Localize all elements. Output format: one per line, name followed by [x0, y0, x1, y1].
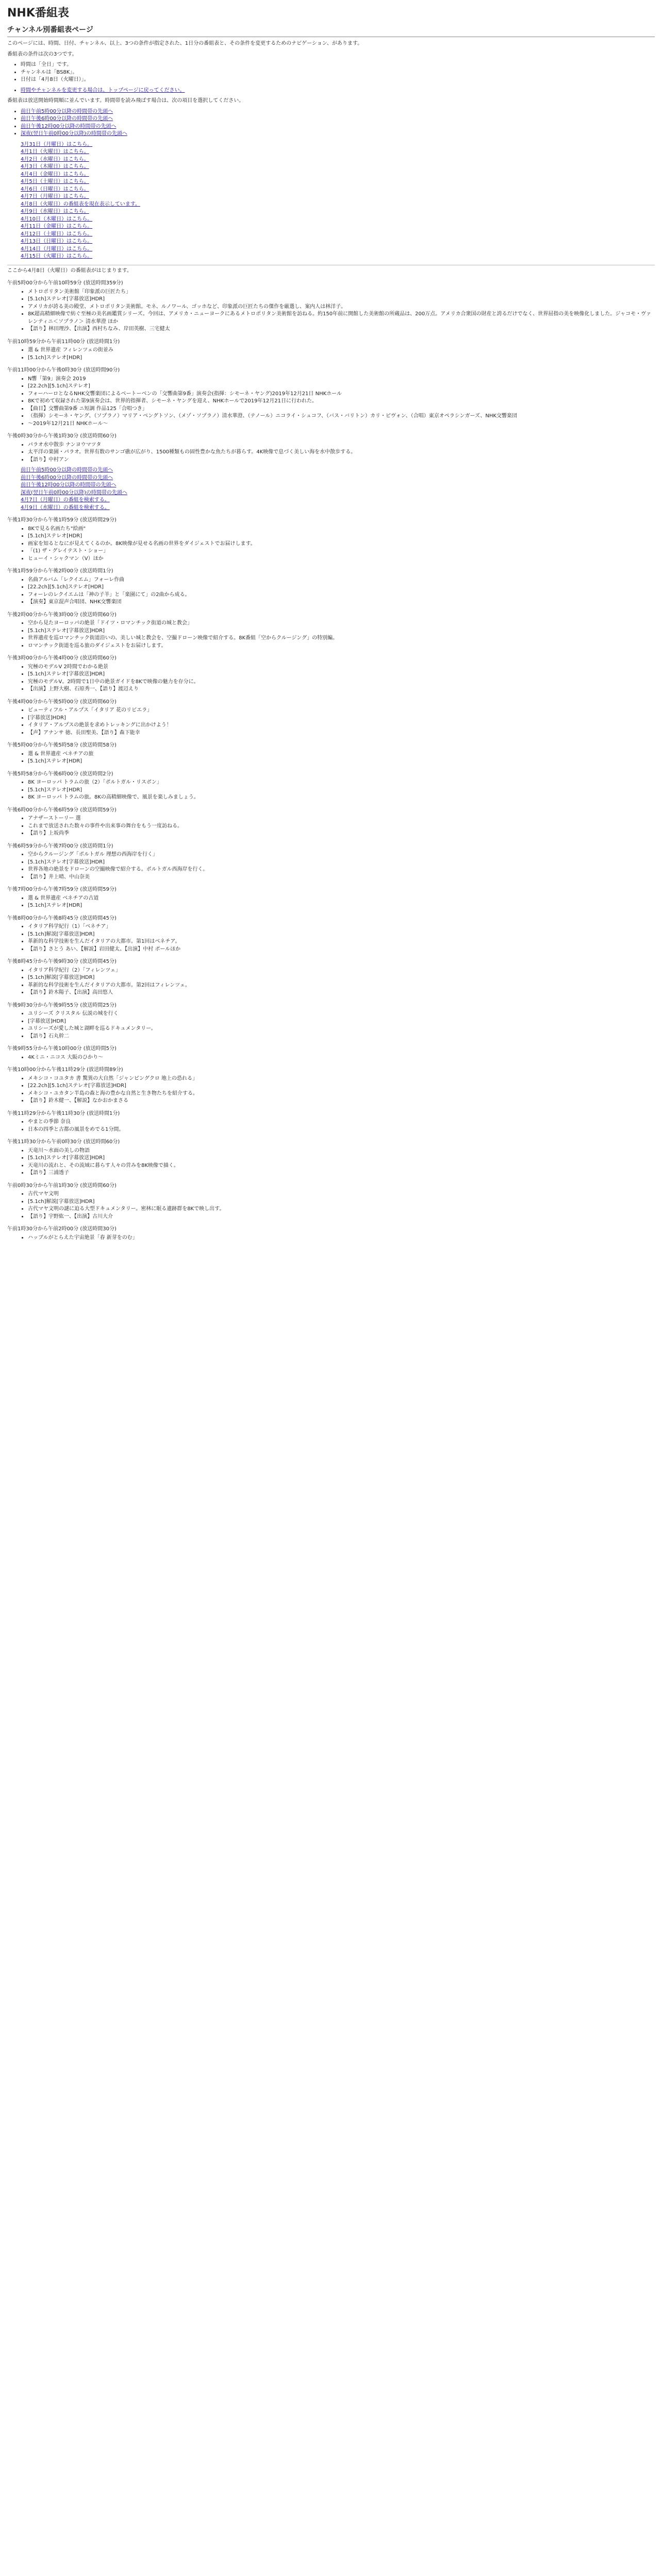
program-title: • ハッブルがとらえた宇宙絶景「春 新芽をのむ」	[28, 1234, 655, 1242]
program-slot	[7, 1226, 655, 1242]
date-nav	[21, 141, 655, 261]
program-detail: • [5.1ch]解説[字幕放送]HDR]	[28, 931, 655, 939]
slot-body	[21, 751, 655, 766]
slot-time: 午後6時59分から午後7時00分 (放送時間1分)	[7, 843, 113, 849]
program-detail: • [字幕放送]HDR]	[28, 715, 655, 722]
page	[0, 0, 662, 1252]
conditions-list	[7, 61, 655, 84]
program-slot	[7, 1139, 655, 1177]
slot-detail-list	[21, 376, 655, 428]
program-slot	[7, 568, 655, 606]
program-detail: • 世界各地の絶景をドローンの空撮映像で紹介する。ポルトガル西海岸を行く。	[28, 866, 655, 874]
slot-detail-list	[21, 1147, 655, 1177]
program-detail: • 【語り】三浦透子	[28, 1170, 655, 1177]
slot-body	[21, 620, 655, 650]
program-title: • 天竜川～水面の美しの物語	[28, 1147, 655, 1155]
date-link[interactable]: 4月4日（金曜日）はこちら。	[21, 171, 89, 177]
slot-detail-list	[21, 1075, 655, 1105]
slot-body	[21, 895, 655, 910]
program-detail: • ロマンチック街道を巡る旅のダイジェストをお届けします。	[28, 642, 655, 650]
page-title: チャンネル別番組表ページ	[7, 25, 655, 37]
program-slot	[7, 843, 655, 882]
program-detail: • [5.1ch]ステレオ[字幕放送]HDR]	[28, 671, 655, 679]
program-detail: • 【出演】上野大樹、石原秀一、【語り】渡辺えり	[28, 686, 655, 693]
slot-detail-list	[21, 289, 655, 333]
program-title: • ユリシーズ クリスタル 伝説の城を行く	[28, 1010, 655, 1018]
program-detail: • [5.1ch]ステレオ[HDR]	[28, 533, 655, 540]
program-detail: • 【語り】石丸幹二	[28, 1033, 655, 1041]
date-link[interactable]: 4月5日（土曜日）はこちら。	[21, 179, 89, 185]
slot-body	[21, 1191, 655, 1221]
time-jump-link[interactable]: 深夜(翌日午前0時00分以降)の時間帯の先頭へ	[21, 131, 127, 137]
slot-detail-list	[21, 620, 655, 650]
slot-detail-list	[21, 967, 655, 997]
time-jump-nav	[7, 108, 655, 138]
mid-nav-link[interactable]: 前日午後12時00分以降の時間帯の先頭へ	[21, 482, 117, 488]
slot-body	[21, 1234, 655, 1242]
slot-detail-list	[21, 1054, 655, 1062]
slot-body	[21, 664, 655, 693]
slot-time: 午後5時58分から午後6時00分 (放送時間2分)	[7, 771, 113, 777]
slot-detail-list	[21, 1010, 655, 1040]
program-detail: • （指揮）シモーネ・ヤング、（ソプラノ）マリア・ベングトソン、（メゾ・ソプラノ）清水華澄、（テノール）ニコライ・シュコフ、（バス・バリトン）カリ・ピヴォン、（合唱）東京オペラシンガーズ、NHK交響楽団	[28, 413, 655, 420]
program-detail: • 古代マヤ文明の謎に迫る大型ドキュメンタリー。密林に眠る遺跡群を8Kで映し出す。	[28, 1206, 655, 1213]
program-slot	[7, 1002, 655, 1041]
slot-time: 午後4時00分から午後5時00分 (放送時間60分)	[7, 699, 117, 705]
condition-item: • 日付は「4月8日（火曜日）」。	[21, 76, 655, 84]
site-title: NHK番組表	[7, 7, 69, 20]
program-detail: • 8K超高精細映像で紡ぐ至極の美名画鑑賞シリーズ。今回は、アメリカ・ニューヨークにあるメトロポリタン美術館を訪ねる。約150年前に開館した美術館の所蔵品は、200万点。アメリカ合衆国の財産と誇るだけでなく、世界屈指の美を映像化しました。ジャコモ・ヴァレンティニ＜ソプラノ＞ 清水華澄 ほか	[28, 311, 655, 326]
slot-body	[21, 376, 655, 428]
program-title: • N響「第9」演奏会 2019	[28, 376, 655, 383]
slot-time: 午後1時59分から午後2時00分 (放送時間1分)	[7, 568, 113, 574]
program-slot	[7, 771, 655, 802]
date-link-current[interactable]: 4月8日（火曜日）の番組表を現在表示しています。	[21, 201, 140, 207]
program-detail: • 【語り】宇野紘一、【出演】古川大介	[28, 1213, 655, 1221]
date-nav-note: 番組表は放送開始時間順に並んでいます。時間帯を読み飛ばす場合は、次の項目を選択してください。	[7, 98, 244, 104]
program-detail: • 革新的な科学技術を生んだイタリアの大都市。第1回はベネチア。	[28, 938, 655, 946]
slot-body	[21, 815, 655, 838]
program-slot	[7, 742, 655, 766]
schedule-list	[7, 280, 655, 1242]
slot-time: 午後0時30分から午後1時30分 (放送時間60分)	[7, 433, 117, 439]
program-title: • 4Kミニ・ニコス 大阪のひかり〜	[28, 1054, 655, 1062]
program-slot	[7, 807, 655, 838]
program-detail: • 【語り】鈴木健一、【解説】なかおかまさる	[28, 1097, 655, 1105]
date-link[interactable]: 3月31日（月曜日）はこちら。	[21, 141, 93, 147]
date-link[interactable]: 4月15日（火曜日）はこちら。	[21, 253, 93, 260]
program-title: • イタリア科学紀行（1）「ベネチア」	[28, 923, 655, 931]
program-detail: • [22.2ch][5.1ch]ステレオ[HDR]	[28, 584, 655, 591]
slot-detail-list	[21, 526, 655, 563]
program-detail: • 日本の四季と古都の風景をめでる1分間。	[28, 1126, 655, 1134]
date-link[interactable]: 4月12日（土曜日）はこちら。	[21, 231, 93, 237]
program-detail: • これまで放送された数々の事件や出来事の舞台をもう一度訪ねる。	[28, 823, 655, 831]
program-title: • 究極のモデルV 2時間でわかる絶景	[28, 664, 655, 671]
program-slot	[7, 367, 655, 428]
slot-detail-list	[21, 707, 655, 737]
date-link[interactable]: 4月11日（金曜日）はこちら。	[21, 224, 93, 230]
slot-time: 午後5時00分から午後5時58分 (放送時間58分)	[7, 742, 117, 749]
program-detail: • 天竜川の流れと、その流域に暮らす人々の営みを8K映像で描く。	[28, 1162, 655, 1170]
slot-detail-list	[21, 1234, 655, 1242]
program-title: • メトロポリタン美術館「印象派の巨匠たち」	[28, 289, 655, 296]
program-title: • メキシコ・コユタカ 書 驚異の大自然「ジャンピングクロ 地上の恐れる」	[28, 1075, 655, 1083]
program-detail: • ユリシーズが愛した城と湖畔を巡るドキュメンタリー。	[28, 1025, 655, 1033]
program-slot	[7, 699, 655, 737]
program-detail: • 究極のモデルV。2時間で1日中の絶景ガイドを8Kで映像の魅力を存分に。	[28, 679, 655, 686]
slot-body	[21, 1075, 655, 1105]
slot-time: 午後7時00分から午後7時59分 (放送時間59分)	[7, 887, 117, 893]
program-detail: • [5.1ch]解説[字幕放送]HDR]	[28, 974, 655, 982]
program-detail: • 「(1) ザ・グレイテスト・ショー」	[28, 548, 655, 555]
date-link[interactable]: 4月3日（木曜日）はこちら。	[21, 164, 89, 170]
slot-detail-list	[21, 577, 655, 606]
program-title: • 古代マヤ文明	[28, 1191, 655, 1198]
condition-item: • チャンネルは「BS8K」。	[21, 69, 655, 77]
mid-nav-link[interactable]: 前日午前5時00分以降の時間帯の先頭へ	[21, 467, 113, 473]
program-slot	[7, 280, 655, 333]
program-title: • 8Kで見る名画たち"絵画"	[28, 526, 655, 533]
slot-detail-list	[21, 664, 655, 693]
program-slot	[7, 1110, 655, 1134]
slot-detail-list	[21, 815, 655, 838]
slot-time: 午前5時00分から午前10時59分 (放送時間359分)	[7, 280, 123, 286]
slot-body	[21, 1118, 655, 1133]
slot-detail-list	[21, 442, 655, 464]
mid-nav-link[interactable]: 前日午後6時00分以降の時間帯の先頭へ	[21, 474, 113, 481]
slot-time: 午後3時00分から午後4時00分 (放送時間60分)	[7, 655, 117, 662]
slot-body	[21, 923, 655, 953]
program-title: • 空から見たヨーロッパの絶景「ドイツ・ロマンチック街道の城と教会」	[28, 620, 655, 628]
program-slot	[7, 886, 655, 910]
time-jump-link[interactable]: 前日午前5時00分以降の時間帯の先頭へ	[21, 108, 113, 114]
slot-time: 午後11時29分から午後11時30分 (放送時間1分)	[7, 1110, 120, 1116]
program-detail: • [5.1ch]解説[字幕放送]HDR]	[28, 1198, 655, 1206]
slot-time: 午後6時00分から午後6時59分 (放送時間59分)	[7, 807, 117, 813]
slot-body	[21, 851, 655, 881]
date-link[interactable]: 4月7日（月曜日）はこちら。	[21, 194, 89, 200]
date-link[interactable]: 4月10日（木曜日）はこちら。	[21, 216, 93, 222]
slot-time: 午前1時30分から午前2時00分 (放送時間30分)	[7, 1226, 117, 1232]
program-detail: • 8Kで初めて収録された第9演奏会は、世界的指揮者、シモーネ・ヤングを迎え、NHKホールで2019年12月21日に行われた。	[28, 398, 655, 405]
program-detail: • 【語り】さとう あい、【解説】岩田健太、【出演】中村 ポールほか	[28, 946, 655, 954]
slot-body	[21, 347, 655, 362]
program-title: • 8K ヨーロッパ トラムの旅（2）「ポルトガル・リスボン」	[28, 779, 655, 787]
slot-body	[21, 1147, 655, 1177]
program-title: • パラオ水中散歩 ナンヨウマツタ	[28, 442, 655, 449]
program-slot	[7, 915, 655, 954]
slot-time: 午前11時00分から午後0時30分 (放送時間90分)	[7, 367, 120, 374]
program-detail: • 【語り】鈴木陽子、【出演】高田悠人	[28, 989, 655, 997]
program-title: • 選 & 世界遺産 ベネチアの古道	[28, 895, 655, 903]
program-detail: • [字幕放送]HDR]	[28, 1018, 655, 1026]
slot-time: 午後2時00分から午後3時00分 (放送時間60分)	[7, 612, 117, 618]
time-jump-link[interactable]: 前日午後12時00分以降の時間帯の先頭へ	[21, 123, 117, 129]
slot-time: 午後8時00分から午後8時45分 (放送時間45分)	[7, 915, 117, 921]
slot-detail-list	[21, 1118, 655, 1133]
slot-body	[21, 526, 655, 563]
slot-detail-list	[21, 779, 655, 802]
program-slot	[7, 433, 655, 464]
program-detail: • [5.1ch]ステレオ[字幕放送]HDR]	[28, 1155, 655, 1162]
program-detail: • [5.1ch]ステレオ[HDR]	[28, 758, 655, 766]
slot-time: 午後1時30分から午後1時59分 (放送時間29分)	[7, 517, 117, 523]
slot-body	[21, 1010, 655, 1040]
program-detail: • [5.1ch]ステレオ[字幕放送]HDR]	[28, 296, 655, 303]
program-slot	[7, 1182, 655, 1221]
conditions-label: 番組表の条件は次の3つです。	[7, 51, 77, 57]
slot-body	[21, 707, 655, 737]
program-title: • 空からクルージング「ポルトガル 理想の西海岸を行く」	[28, 851, 655, 859]
program-detail: • アメリカが誇る美の殿堂、メトロポリタン美術館。モネ、ルノワール、ゴッホなど、印象派の巨匠たちの傑作を厳選し、案内人は林洋子。	[28, 303, 655, 311]
date-link[interactable]: 4月14日（月曜日）はこちら。	[21, 246, 93, 252]
program-detail: • イタリア・アルプスの絶景を求めトレッキングに出かけよう！	[28, 722, 655, 730]
slot-detail-list	[21, 1191, 655, 1221]
date-link[interactable]: 4月9日（水曜日）はこちら。	[21, 209, 89, 215]
date-link[interactable]: 4月13日（日曜日）はこちら。	[21, 239, 93, 245]
program-detail: • [5.1ch]ステレオ[HDR]	[28, 354, 655, 362]
slot-detail-list	[21, 851, 655, 881]
slot-time: 午前10時59分から午前11時00分 (放送時間1分)	[7, 338, 120, 345]
time-jump-link[interactable]: 前日午後6時00分以降の時間帯の先頭へ	[21, 116, 113, 122]
program-slot	[7, 655, 655, 693]
program-detail: • 【語り】井上晴、中山奈美	[28, 874, 655, 882]
slot-time: 午後9時30分から午後9時55分 (放送時間25分)	[7, 1002, 117, 1008]
program-detail: • 8K ヨーロッパ トラムの旅。8Kの高精細映像で、風景を楽しみましょう。	[28, 794, 655, 802]
condition-item: • 時間は「全日」です。	[21, 61, 655, 69]
program-title: • ビューティフル・アルプス「イタリア 花のリビエラ」	[28, 707, 655, 715]
program-detail: • [5.1ch]ステレオ[HDR]	[28, 902, 655, 910]
top-nav	[7, 87, 655, 95]
mid-nav-link[interactable]: 深夜(翌日午前0時00分以降)の時間帯の先頭へ	[21, 489, 127, 496]
intro-text: このページには、時間、日付、チャンネル、以上、3つの条件が指定された、1日分の番組表と、その条件を変更するためのナビゲーション、があります。	[7, 41, 363, 47]
change-conditions-link[interactable]: 時間やチャンネルを変更する場合は、トップページに戻ってください。	[21, 87, 185, 93]
program-detail: • 【演奏】東京混声合唱団、NHK交響楽団	[28, 599, 655, 606]
program-detail: • 【語り】中村アン	[28, 456, 655, 464]
program-slot	[7, 958, 655, 997]
program-slot	[7, 1045, 655, 1061]
program-detail: • フォーレのレクイエムは「神の子羊」と「楽園にて」の2曲から成る。	[28, 591, 655, 599]
mid-nav-link[interactable]: 4月7日（月曜日）の番組を検索する。	[21, 497, 110, 503]
program-detail: • 太平洋の楽園・パラオ。世界有数のサンゴ礁が広がり、1500種類もの固性豊かな魚たちが暮らす。4K映像で息づく美しい海を水中散歩する。	[28, 449, 655, 456]
mid-nav	[21, 467, 655, 512]
program-detail: • 画家を知るとなにが見えてくるのか。8K映像が見せる名画の世界をダイジェストでお届けします。	[28, 540, 655, 548]
program-title: • 名曲アルバム「レクイエム」フォーレ作曲	[28, 577, 655, 584]
slot-body	[21, 779, 655, 802]
program-slot	[7, 338, 655, 362]
program-detail: • メキシコ・ユカタン半島の森と海の豊かな自然と生き物たちを紹介する。	[28, 1090, 655, 1098]
program-detail: • [22.2ch][5.1ch]ステレオ[字幕放送]HDR]	[28, 1082, 655, 1090]
program-detail: • 革新的な科学技術を生んだイタリアの大都市。第2回はフィレンツェ。	[28, 982, 655, 990]
date-link[interactable]: 4月2日（水曜日）はこちら。	[21, 156, 89, 162]
program-detail: • 世界遺産を巡ロマンチック街道沿いの、美しい城と教会を、空撮ドローン映像で紹介する。8K番組「空からクルージング」の特別編。	[28, 635, 655, 642]
program-detail: • 【曲目】交響曲第9番 ニ短調 作品125「合唱つき」	[28, 405, 655, 413]
slot-time: 午前0時30分から午前1時30分 (放送時間60分)	[7, 1182, 117, 1189]
date-link[interactable]: 4月1日（火曜日）はこちら。	[21, 149, 89, 155]
slot-body	[21, 577, 655, 606]
slot-body	[21, 967, 655, 997]
program-detail: • 【声】アナンサ 徳、長田聖美、【語り】森下能幸	[28, 730, 655, 737]
slot-detail-list	[21, 923, 655, 953]
slot-body	[21, 1054, 655, 1062]
program-detail: • [22.2ch][5.1ch]ステレオ]	[28, 383, 655, 391]
mid-nav-link[interactable]: 4月9日（水曜日）の番組を検索する。	[21, 504, 110, 511]
program-title: • 選 & 世界遺産 フィレンツェの街並み	[28, 347, 655, 354]
program-title: • イタリア科学紀行（2）「フィレンツェ」	[28, 967, 655, 975]
program-title: • 選 & 世界遺産 ベネチアの旅	[28, 751, 655, 758]
date-link[interactable]: 4月6日（日曜日）はこちら。	[21, 186, 89, 192]
schedule-head: ここから4月8日（火曜日）の番組表がはじまります。	[7, 265, 655, 275]
slot-detail-list	[21, 751, 655, 766]
slot-body	[21, 442, 655, 464]
program-title: • アナザーストーリー 選	[28, 815, 655, 823]
program-slot	[7, 1066, 655, 1105]
program-detail: • [5.1ch]ステレオ[字幕放送]HDR]	[28, 628, 655, 635]
slot-time: 午後10時00分から午後11時29分 (放送時間89分)	[7, 1067, 123, 1073]
program-detail: • 【語り】林田理沙、【出演】西村ちなみ、岸田英樹、三宅健太	[28, 326, 655, 333]
program-detail: • ヒューイ・シャクマン（V）ほか	[28, 555, 655, 563]
slot-detail-list	[21, 895, 655, 910]
slot-time: 午後11時30分から午前0時30分 (放送時間60分)	[7, 1139, 120, 1145]
program-slot	[7, 612, 655, 650]
slot-time: 午後8時45分から午後9時30分 (放送時間45分)	[7, 959, 117, 965]
program-title: • やまとの季節 奈良	[28, 1118, 655, 1126]
program-detail: • [5.1ch]ステレオ[字幕放送]HDR]	[28, 859, 655, 867]
slot-detail-list	[21, 347, 655, 362]
slot-body	[21, 289, 655, 333]
program-slot	[7, 517, 655, 563]
program-detail: • 【語り】上坂尚季	[28, 830, 655, 838]
program-detail: • フォーハーロとなるNHK交響楽団によるベートーベンの「交響曲第9番」演奏会(指揮：シモーネ・ヤング)2019年12月21日 NHKホール	[28, 391, 655, 398]
program-detail: • [5.1ch]ステレオ[HDR]	[28, 787, 655, 794]
slot-time: 午後9時55分から午後10時00分 (放送時間5分)	[7, 1046, 117, 1052]
program-detail: • 〜2019年12月21日 NHKホール〜	[28, 420, 655, 428]
